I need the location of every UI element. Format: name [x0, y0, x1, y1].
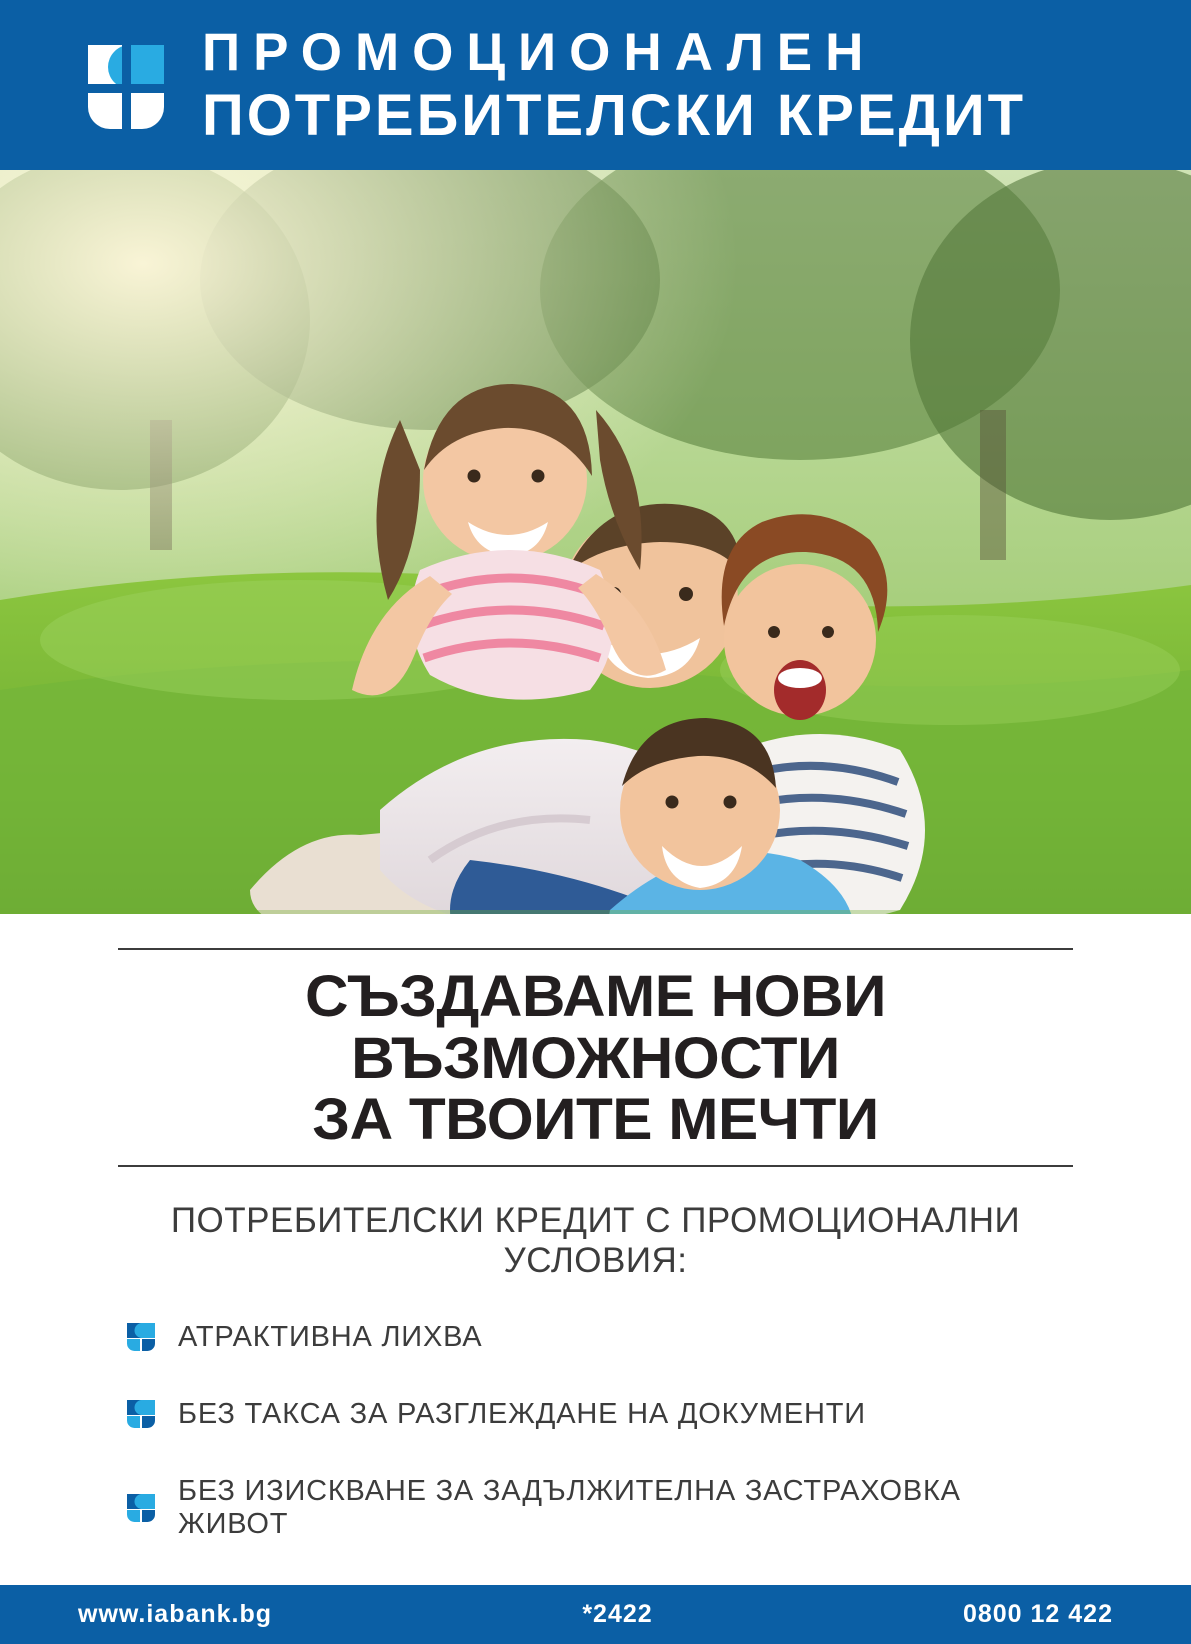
header-title-line1: ПРОМОЦИОНАЛЕН	[202, 23, 877, 83]
page-title	[99, 950, 1092, 1153]
bullet-logo-icon	[126, 1322, 156, 1352]
footer-phone[interactable]: 0800 12 422	[962, 1599, 1113, 1628]
poster-header	[0, 0, 1191, 170]
list-item-label: БЕЗ ТАКСА ЗА РАЗГЛЕЖДАНЕ НА ДОКУМЕНТИ	[178, 1397, 866, 1430]
ia-bank-logo-icon	[78, 39, 174, 135]
benefits-list	[118, 1321, 1073, 1541]
poster-footer	[0, 1585, 1191, 1644]
bullet-logo-icon	[126, 1399, 156, 1429]
divider-bottom	[118, 1165, 1073, 1167]
hero-photo	[0, 170, 1191, 915]
bullet-logo-icon	[126, 1493, 156, 1523]
subheadline: ПОТРЕБИТЕЛСКИ КРЕДИТ С ПРОМОЦИОНАЛНИ УСЛОВИЯ:	[170, 1200, 1021, 1280]
list-item	[126, 1398, 1073, 1431]
footer-website[interactable]: www.iabank.bg	[78, 1599, 273, 1628]
headline-line2: ЗА ТВОИТЕ МЕЧТИ	[312, 1087, 879, 1153]
list-item	[126, 1475, 1073, 1541]
header-title-block	[202, 23, 1027, 149]
poster-content	[0, 914, 1191, 1584]
footer-short-number[interactable]: *2422	[582, 1599, 653, 1628]
list-item-label: АТРАКТИВНА ЛИХВА	[178, 1320, 483, 1353]
list-item	[126, 1321, 1073, 1354]
header-title-line2: ПОТРЕБИТЕЛСКИ КРЕДИТ	[202, 83, 1027, 149]
list-item-label: БЕЗ ИЗИСКВАНЕ ЗА ЗАДЪЛЖИТЕЛНА ЗАСТРАХОВКА ЖИВОТ	[178, 1474, 961, 1540]
headline-line1: СЪЗДАВАМЕ НОВИ ВЪЗМОЖНОСТИ	[304, 964, 887, 1091]
